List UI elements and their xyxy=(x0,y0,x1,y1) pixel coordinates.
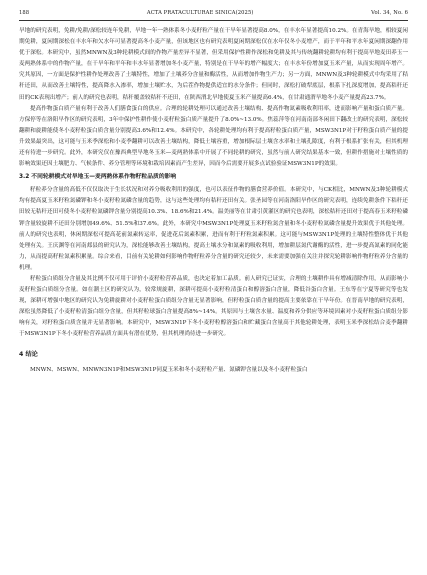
section-heading-conclusion: 4 结论 xyxy=(19,350,38,358)
paragraph-protein-yield: 提高作物蛋白质产量有利于改善人们膳食蛋白的供应。合理的轮耕处理可以通过改善土壤结构、提高作物氮素吸收利用率，进而影响产量和蛋白质产量。方保停等在洛阳早作区的研究表明，3年中保护性耕作使小麦籽粒蛋白质产量提升了8.0%~13.0%。焦蕊萍等在河南南部冬闲田下翻改土的研究表明，深松较翻耕和旋耕能使冬小麦籽粒蛋白质含量分别提高3.6%和12.4%。本研究中，各轮耕处理均有利于提高籽粒蛋白质产量，MSW3N1P对于籽粒蛋白质产量的提升效果最突出，这可能与玉米季深松和小麦季翻耕可以改善土壤结构，降低土壤容重，增加根际层土壤含水率和土壤孔隙度，有利于根系扩张有关，但其机理还有待进一步研究。此外，本研究仅在豫西典型旱地冬玉米—麦两熟体系中开展了不同轮耕的研究，虽然与前人研究结果基本一致，但耕作措施对土壤性质的影响效果还因土壤肥力、气候条件、养分管理等环境和栽培因素而产生差异，因而今后需要开展多点试验验证MSW3N1P的效果。 xyxy=(19,105,408,168)
volume-info: Vol. 34, No. 6 xyxy=(371,10,408,16)
paragraph-nutrient-content: 籽粒养分含量的高低不仅仅取决于生长状况和对养分吸收利用的强度，也可以表征作物的膳食营养价值。本研究中，与CK相比，MNWN及3种轮耕模式均有提高夏玉米籽粒氮磷钾和冬小麦籽粒氮磷含量的趋势，这与这些处理均有秸秆还田有关。张圣园等在河南洛阳旱作区的研究表明，连续免耕条件下秸秆还田较无秸秆还田可使冬小麦籽粒氮磷钾含量分别提高10.3%、18.6%和21.4%。温美丽等在甘肃引黄灌区的研究也表明，深松秸秆还田对于提高春玉米籽粒磷钾含量较旋耕不还田分别增加49.6%、51.5%和37.6%。此外，本研究中MSW3N1P处理夏玉米籽粒氮含量和冬小麦籽粒氮磷含量提升效果优于其他处理。前人的研究也表明，休闲期深松可提高花前氮素转运率，促进花后氮素积累，进而有利于籽粒氮素积累。这可能与MSW3N1P处理的土壤特性整体优于其他处理有关。王庆渊等在河南郏县的研究认为，深松能够改善土壤结构，提高土壤水分和氮素的吸收利用，增加耕层氮代谢酶的活性，进一步提高氮素的同化能力，从而提高籽粒氮素积累量。综合来看，目前有关轮耕如何影响作物籽粒养分含量的研究还较少，未来需要加强在关注并探究轮耕影响作物籽粒养分含量的机理。 xyxy=(19,187,408,271)
journal-title: ACTA PRATACULTURAE SINICA(2025) xyxy=(146,10,254,16)
header-divider xyxy=(19,20,408,21)
paragraph-yield-discussion: 旱地的研究表明，免耕/免耕/深松较连年免耕，旱地一年一熟体系冬小麦籽粒产量在干旱年显著提高8.0%，在丰水年显著提高10.2%。在青海旱地，相较夏闲期免耕，夏闲期深松在丰水年和欠水年可显著提高冬小麦产量，但该地区也有研究表明夏闲期深松仅在水年仅冬小麦增产，而于平年和平水年夏闲期深翻作用优于深松。本研究中，虽然MNWN及3种轮耕模式间的作物产量差异不显著，但采用保护性耕作深松和免耕及其与传统翻耕轮耕均有利于提高旱地麦田养玉一麦两熟体系中的作物产量，在干旱年和平年和丰水年显著增加冬小麦产量，特别是在干旱年的增产幅度大；在丰水年份增加夏玉米产量，从而实现周年增产。究其原因，一方面是保护性耕作处理改善了土壤特性，增加了土壤养分含量和酶活性，从而增加作物生产力；另一方面，MNWN及3种轮耕模式中均采用了秸秆还田，从而改善土壤特性，提高降水入渗率，增加土壤贮水，为后茬作物提供适宜的水分条件；但同时，深松打破犁底层，根系下扎深度增加，提高秸秆还田的CK表现出增产；前人的研究也表明，秸秆覆盖较秸秆不还田，在陕西渭北旱地使夏玉米产量提高6.4%，在甘肃通渭旱地冬小麦产量提高23.7%。 xyxy=(19,28,408,101)
page-number: 188 xyxy=(19,10,30,16)
subsection-heading-3-2: 3.2 不同轮耕模式对旱地玉—麦两熟体系作物籽粒品质的影响 xyxy=(19,174,177,181)
paragraph-protein-components: 籽粒蛋白质组分含量及其比例不仅可用于评价小麦籽粒营养品质，也决定着加工品质。前人研究已证实，合理的土壤耕作具有增减清除作用，从而影响小麦籽粒蛋白质组分含量。如在潮土区的研究认为，较常规旋耕，深耕可提高小麦籽粒清蛋白和醇溶蛋白含量，降低谷蛋白含量。王东等在宁夏等研究等也发现，深耕可增强中地区的研究认为免耕旋耕对小麦籽粒蛋白质组分含量无显著影响，但籽粒蛋白质含量的提高主要依靠在干旱年份。在晋南旱地的研究表明，深松虽然降低了小麦籽粒清蛋白组分含量，但其籽粒球蛋白含量提高8%~14%。其原因与土壤含水量、温度和养分供应等环境因素对小麦籽粒蛋白质组分影响有关，对籽粒蛋白质含量并无显著影响。本研究中，MSW3N1P下冬小麦籽粒醇溶蛋白和贮藏蛋白含量高于其他轮耕处理，表明玉米季深松结合麦季翻耕于MSW3N1P下冬小麦籽粒营养品质方面具有潜在优势，但其机理尚待进一步研究。 xyxy=(19,275,408,338)
paragraph-conclusion: MNWN、MSWN、MNWN3N1P和MSW3N1P同夏玉米和冬小麦籽粒产量、氮磷钾含量以及冬小麦籽粒蛋白 xyxy=(30,366,308,373)
article-body xyxy=(19,26,408,376)
running-header xyxy=(19,10,408,16)
